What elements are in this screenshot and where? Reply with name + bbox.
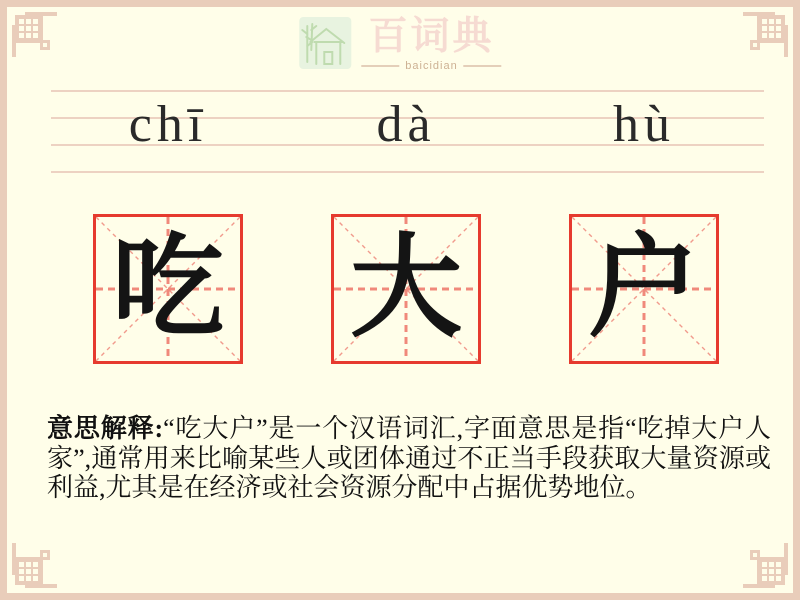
subtitle-left-rule: [361, 65, 399, 67]
character-box-1: [93, 214, 243, 364]
character-box-3: [569, 214, 719, 364]
brand-title: 百词典: [368, 15, 495, 58]
corner-ornament-bottom-left: [9, 543, 57, 591]
character-box-2: [331, 214, 481, 364]
corner-ornament-top-left: [9, 9, 57, 57]
logo: [298, 16, 501, 72]
corner-ornament-top-right: [743, 9, 791, 57]
bamboo-house-icon: [298, 16, 352, 70]
definition-body: “吃大户”是一个汉语词汇,字面意思是指“吃掉大户人家”,通常用来比喻某些人或团体通过不正当手段获取大量资源或利益,尤其是在经济或社会资源分配中占据优势地位。: [47, 414, 771, 502]
definition-paragraph: [47, 414, 771, 503]
definition-label: 意思解释:: [47, 414, 164, 443]
pinyin-syllable-3: hù: [613, 96, 675, 153]
character-glyph-2: 大: [350, 227, 462, 351]
character-glyph-3: 户: [588, 227, 700, 351]
brand-subtitle-row: [361, 60, 501, 72]
corner-ornament-bottom-right: [743, 543, 791, 591]
pinyin-rule-line-1: [51, 90, 764, 92]
brand-subtitle: baicidian: [405, 59, 458, 72]
character-glyph-1: 吃: [112, 227, 224, 351]
subtitle-right-rule: [464, 65, 502, 67]
pinyin-syllable-1: chī: [128, 96, 208, 153]
pinyin-rule-line-4: [51, 171, 764, 173]
pinyin-syllable-2: dà: [376, 96, 436, 153]
